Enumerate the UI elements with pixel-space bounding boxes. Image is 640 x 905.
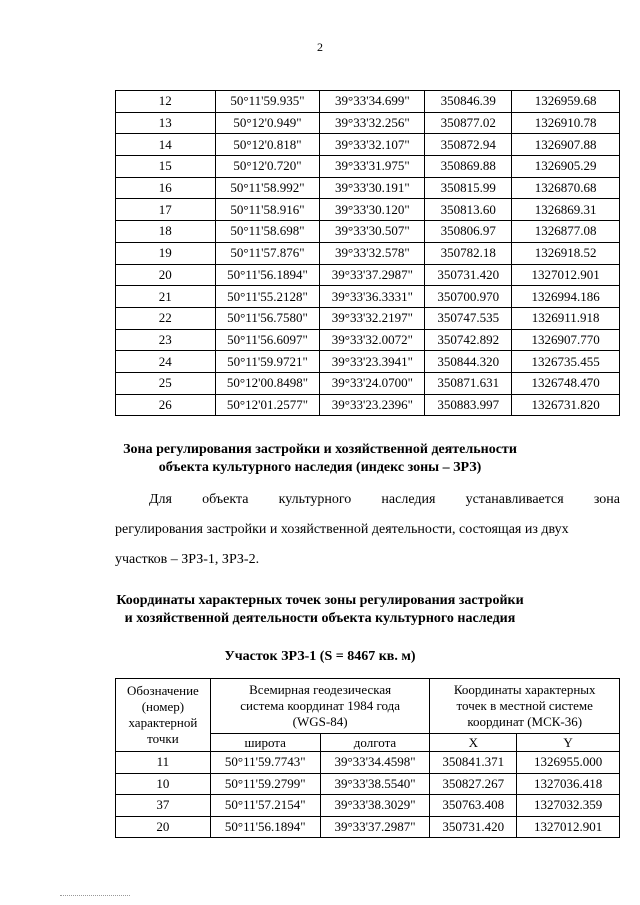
point-number-cell: 19 [116, 242, 216, 264]
latitude-cell: 50°11'56.6097" [215, 329, 320, 351]
longitude-cell: 39°33'37.2987" [320, 816, 430, 838]
coords-heading-line1: Координаты характерных точек зоны регулирования застройки [116, 593, 524, 608]
x-cell: 350747.535 [425, 307, 512, 329]
paragraph-word: зона [593, 492, 620, 507]
paragraph-line2: регулирования застройки и хозяйственной деятельности, состоящая из двух [115, 522, 569, 537]
zone-heading-line1: Зона регулирования застройки и хозяйственной деятельности [123, 442, 517, 457]
latitude-cell: 50°11'59.9721" [215, 351, 320, 373]
longitude-cell: 39°33'38.3029" [320, 795, 430, 817]
longitude-cell: 39°33'32.107" [320, 134, 425, 156]
x-cell: 350877.02 [425, 112, 512, 134]
header-wgs84: Всемирная геодезическая система координат 1984 года (WGS-84) [210, 679, 430, 734]
latitude-cell: 50°12'00.8498" [215, 372, 320, 394]
y-cell: 1326907.88 [512, 134, 620, 156]
zone-heading-line2: объекта культурного наследия (индекс зоны – ЗРЗ) [158, 460, 482, 475]
point-number-cell: 14 [116, 134, 216, 156]
x-cell: 350806.97 [425, 221, 512, 243]
table-row [116, 372, 620, 394]
latitude-cell: 50°12'0.720" [215, 156, 320, 178]
point-number-cell: 25 [116, 372, 216, 394]
longitude-cell: 39°33'23.2396" [320, 394, 425, 416]
y-cell: 1326910.78 [512, 112, 620, 134]
paragraph-line3: участков – ЗРЗ-1, ЗРЗ-2. [115, 552, 260, 567]
table-row [116, 221, 620, 243]
paragraph-word: объекта [202, 492, 249, 507]
paragraph-line1 [115, 485, 620, 515]
table-row [116, 177, 620, 199]
x-cell: 350872.94 [425, 134, 512, 156]
latitude-cell: 50°11'58.992" [215, 177, 320, 199]
point-number-cell: 37 [116, 795, 211, 817]
table-row [116, 752, 620, 774]
longitude-cell: 39°33'34.4598" [320, 752, 430, 774]
paragraph-word: наследия [381, 492, 436, 507]
table-row [116, 242, 620, 264]
table-row [116, 286, 620, 308]
x-cell: 350815.99 [425, 177, 512, 199]
latitude-cell: 50°11'59.935" [215, 91, 320, 113]
table-row [116, 156, 620, 178]
table-row [116, 329, 620, 351]
paragraph-word: устанавливается [465, 492, 564, 507]
y-cell: 1326748.470 [512, 372, 620, 394]
y-cell: 1326877.08 [512, 221, 620, 243]
zone-paragraph [115, 485, 620, 575]
y-cell: 1327036.418 [517, 773, 620, 795]
x-cell: 350813.60 [425, 199, 512, 221]
latitude-cell: 50°11'57.876" [215, 242, 320, 264]
longitude-cell: 39°33'34.699" [320, 91, 425, 113]
point-number-cell: 20 [116, 264, 216, 286]
point-number-cell: 18 [116, 221, 216, 243]
table-row [116, 773, 620, 795]
table-row [116, 307, 620, 329]
y-cell: 1327012.901 [512, 264, 620, 286]
y-cell: 1326994.186 [512, 286, 620, 308]
longitude-cell: 39°33'32.578" [320, 242, 425, 264]
longitude-cell: 39°33'30.120" [320, 199, 425, 221]
y-cell: 1326905.29 [512, 156, 620, 178]
y-cell: 1326955.000 [517, 752, 620, 774]
footer-mark [60, 895, 130, 898]
latitude-cell: 50°12'01.2577" [215, 394, 320, 416]
x-cell: 350869.88 [425, 156, 512, 178]
longitude-cell: 39°33'36.3331" [320, 286, 425, 308]
point-number-cell: 11 [116, 752, 211, 774]
header-longitude: долгота [320, 734, 430, 752]
x-cell: 350841.371 [430, 752, 517, 774]
latitude-cell: 50°11'58.698" [215, 221, 320, 243]
header-msk36: Координаты характерных точек в местной системе координат (МСК-36) [430, 679, 620, 734]
x-cell: 350883.997 [425, 394, 512, 416]
latitude-cell: 50°12'0.949" [215, 112, 320, 134]
longitude-cell: 39°33'32.256" [320, 112, 425, 134]
latitude-cell: 50°12'0.818" [215, 134, 320, 156]
x-cell: 350742.892 [425, 329, 512, 351]
coordinates-table-continued [115, 90, 620, 416]
table-row [116, 134, 620, 156]
table-row [116, 795, 620, 817]
table-row [116, 112, 620, 134]
y-cell: 1327012.901 [517, 816, 620, 838]
y-cell: 1326870.68 [512, 177, 620, 199]
header-point-number: Обозначение (номер) характерной точки [116, 679, 211, 752]
header-y: Y [517, 734, 620, 752]
point-number-cell: 24 [116, 351, 216, 373]
paragraph-word: Для [149, 492, 172, 507]
table-row [116, 816, 620, 838]
y-cell: 1326911.918 [512, 307, 620, 329]
longitude-cell: 39°33'23.3941" [320, 351, 425, 373]
point-number-cell: 21 [116, 286, 216, 308]
table-row [116, 264, 620, 286]
latitude-cell: 50°11'57.2154" [210, 795, 320, 817]
longitude-cell: 39°33'30.507" [320, 221, 425, 243]
longitude-cell: 39°33'32.2197" [320, 307, 425, 329]
point-number-cell: 23 [116, 329, 216, 351]
point-number-cell: 13 [116, 112, 216, 134]
table-row [116, 91, 620, 113]
table-row [116, 199, 620, 221]
y-cell: 1326959.68 [512, 91, 620, 113]
table-row [116, 394, 620, 416]
longitude-cell: 39°33'32.0072" [320, 329, 425, 351]
latitude-cell: 50°11'56.1894" [215, 264, 320, 286]
point-number-cell: 17 [116, 199, 216, 221]
point-number-cell: 20 [116, 816, 211, 838]
header-latitude: широта [210, 734, 320, 752]
y-cell: 1326731.820 [512, 394, 620, 416]
point-number-cell: 16 [116, 177, 216, 199]
longitude-cell: 39°33'24.0700" [320, 372, 425, 394]
latitude-cell: 50°11'58.916" [215, 199, 320, 221]
header-x: X [430, 734, 517, 752]
latitude-cell: 50°11'56.7580" [215, 307, 320, 329]
x-cell: 350731.420 [425, 264, 512, 286]
paragraph-word: культурного [278, 492, 352, 507]
y-cell: 1326735.455 [512, 351, 620, 373]
x-cell: 350844.320 [425, 351, 512, 373]
x-cell: 350871.631 [425, 372, 512, 394]
point-number-cell: 22 [116, 307, 216, 329]
point-number-cell: 26 [116, 394, 216, 416]
y-cell: 1326918.52 [512, 242, 620, 264]
coords-heading-line2: и хозяйственной деятельности объекта культурного наследия [124, 611, 516, 626]
latitude-cell: 50°11'55.2128" [215, 286, 320, 308]
plot-coordinates-table [115, 678, 620, 838]
point-number-cell: 15 [116, 156, 216, 178]
y-cell: 1326907.770 [512, 329, 620, 351]
longitude-cell: 39°33'37.2987" [320, 264, 425, 286]
coords-heading [0, 592, 640, 628]
x-cell: 350846.39 [425, 91, 512, 113]
longitude-cell: 39°33'38.5540" [320, 773, 430, 795]
y-cell: 1327032.359 [517, 795, 620, 817]
x-cell: 350782.18 [425, 242, 512, 264]
y-cell: 1326869.31 [512, 199, 620, 221]
longitude-cell: 39°33'31.975" [320, 156, 425, 178]
x-cell: 350731.420 [430, 816, 517, 838]
x-cell: 350700.970 [425, 286, 512, 308]
table-row [116, 351, 620, 373]
latitude-cell: 50°11'59.7743" [210, 752, 320, 774]
x-cell: 350827.267 [430, 773, 517, 795]
page-number: 2 [317, 40, 323, 54]
point-number-cell: 12 [116, 91, 216, 113]
plot-heading: Участок ЗРЗ-1 (S = 8467 кв. м) [224, 649, 416, 664]
point-number-cell: 10 [116, 773, 211, 795]
latitude-cell: 50°11'56.1894" [210, 816, 320, 838]
longitude-cell: 39°33'30.191" [320, 177, 425, 199]
latitude-cell: 50°11'59.2799" [210, 773, 320, 795]
zone-heading [0, 441, 640, 477]
x-cell: 350763.408 [430, 795, 517, 817]
